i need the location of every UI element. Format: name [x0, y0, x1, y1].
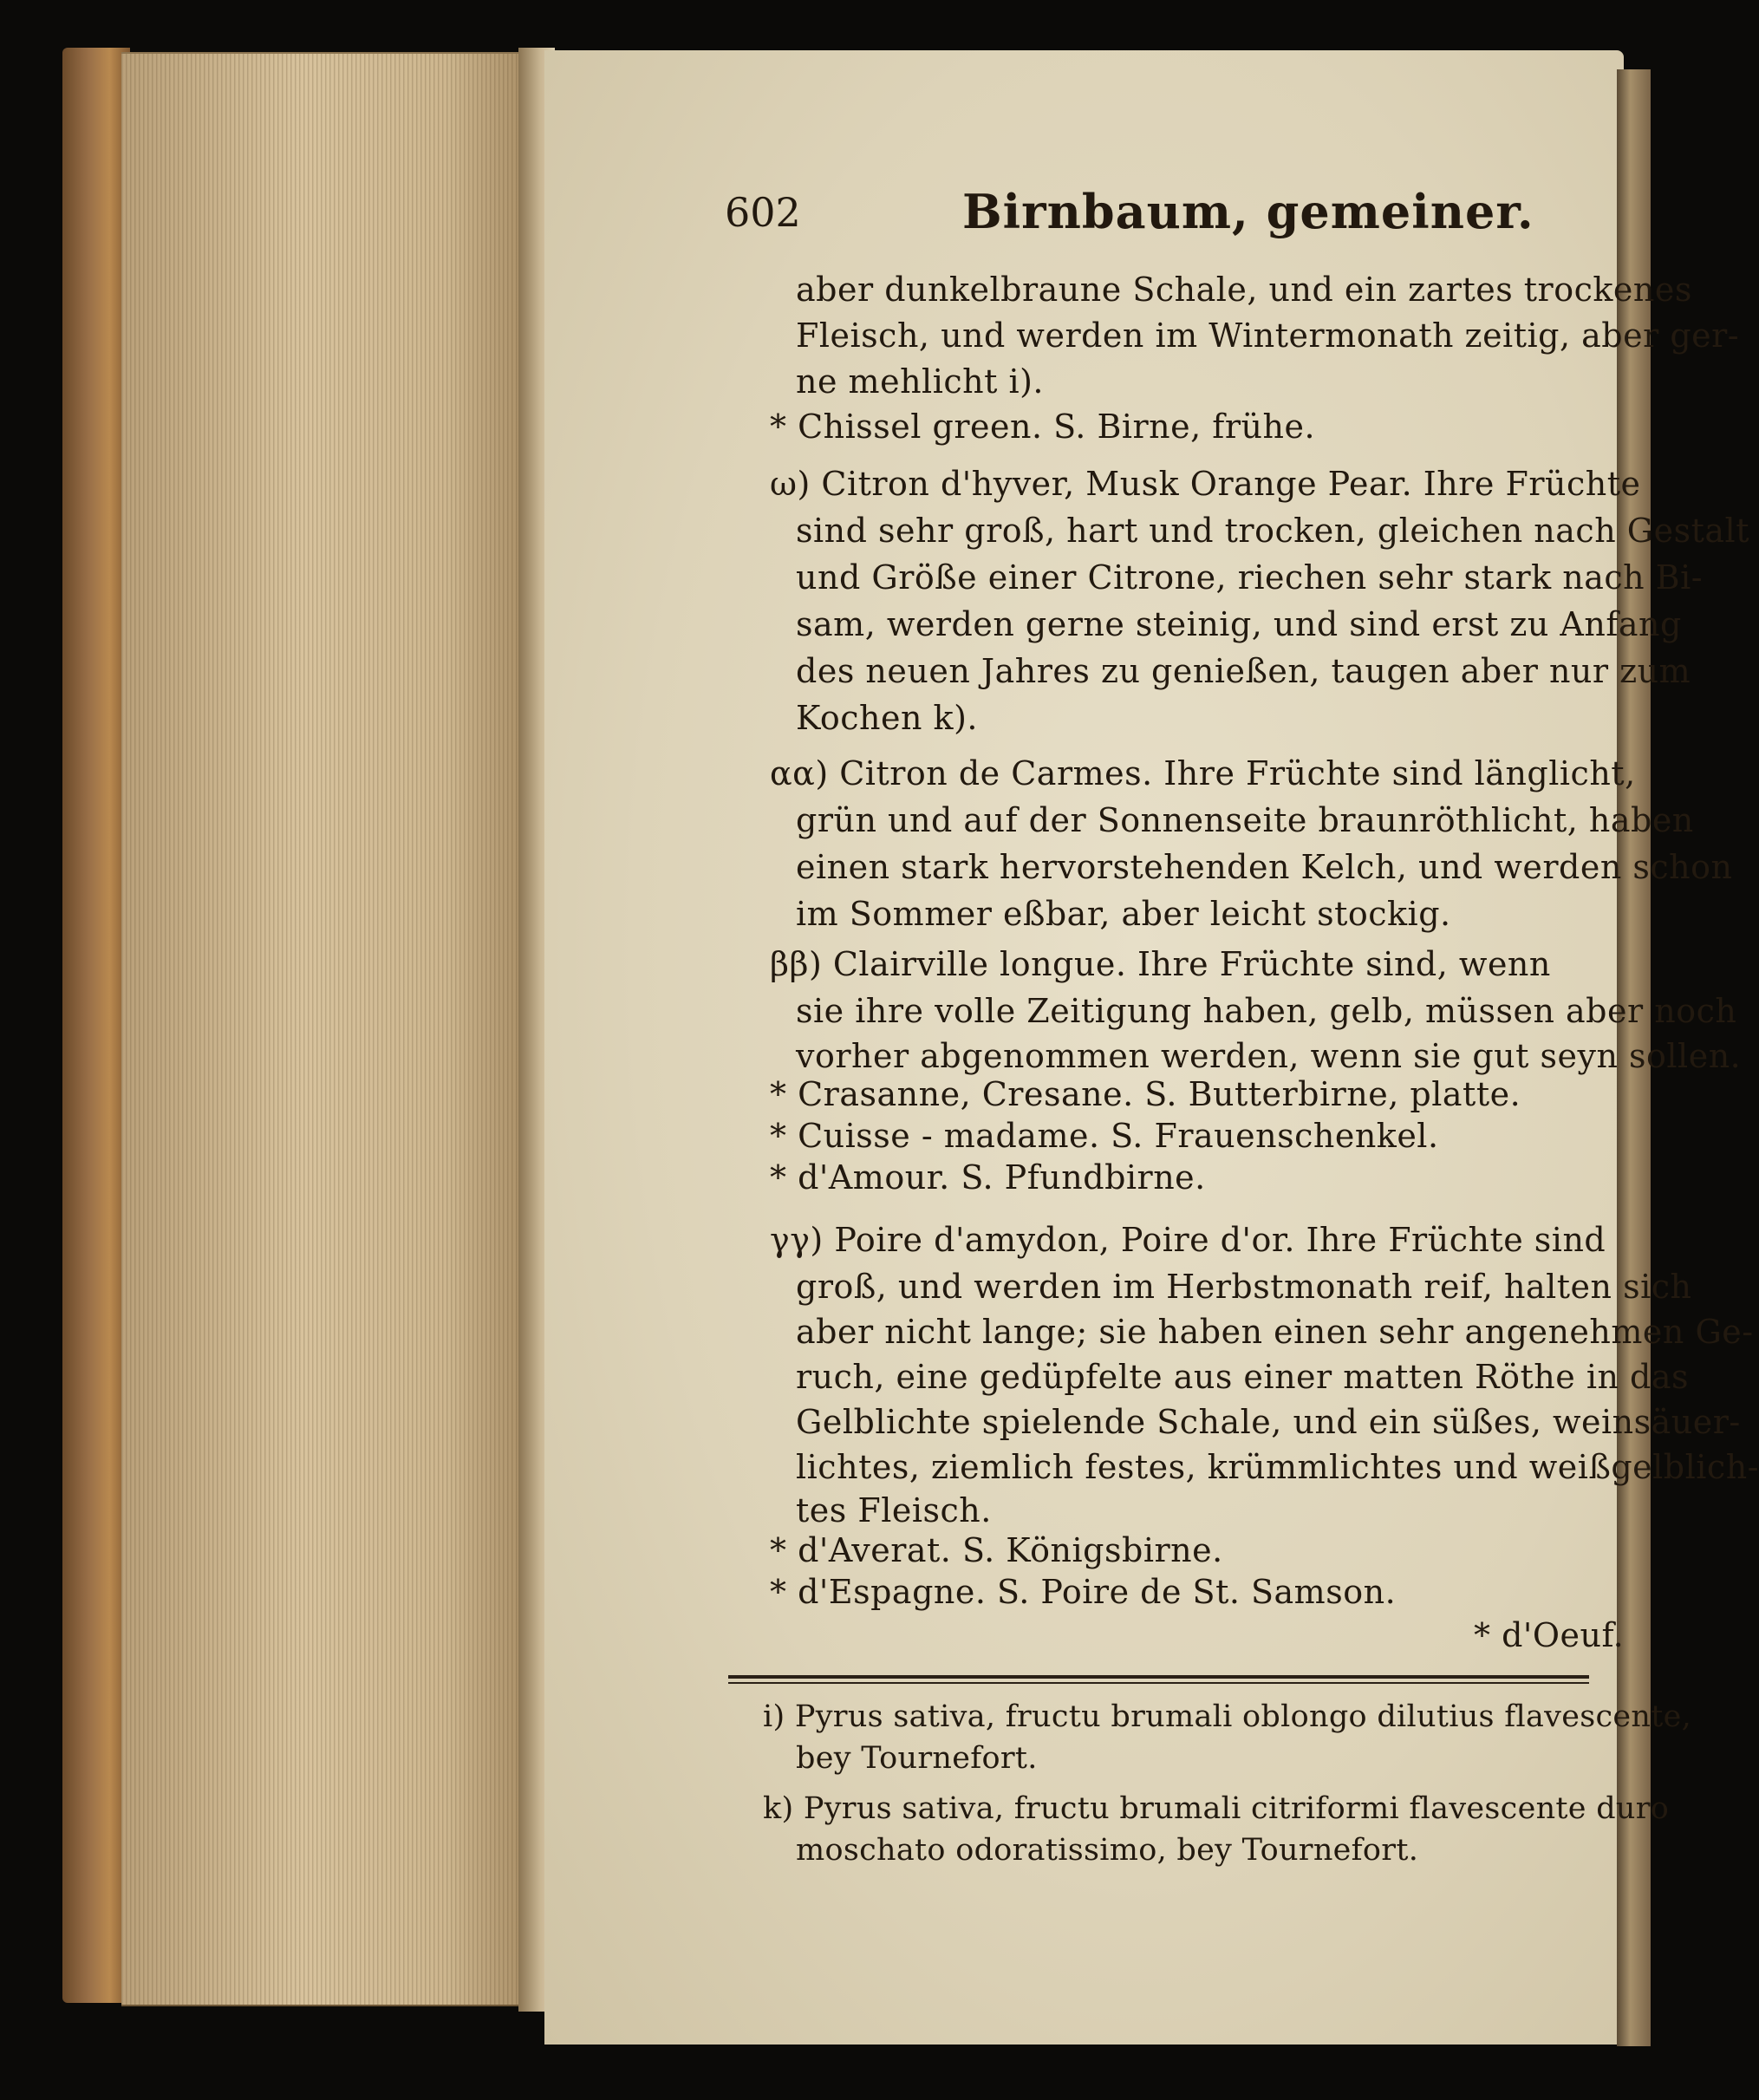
footnote-line: moschato odoratissimo, bey Tournefort.: [796, 1833, 1419, 1868]
book-cover-edge: [62, 48, 130, 2003]
body-line: einen stark hervorstehenden Kelch, und werden schon: [796, 848, 1733, 886]
body-line: des neuen Jahres zu genießen, taugen aber nur zum: [796, 652, 1691, 690]
body-line: αα) Citron de Carmes. Ihre Früchte sind länglicht,: [770, 754, 1636, 792]
body-line: aber nicht lange; sie haben einen sehr angenehmen Ge-: [796, 1313, 1754, 1351]
body-line: ruch, eine gedüpfelte aus einer matten Röthe in das: [796, 1358, 1690, 1396]
running-title: Birnbaum, gemeiner.: [962, 184, 1534, 239]
body-line: * d'Averat. S. Königsbirne.: [770, 1531, 1223, 1569]
catchword: * d'Oeuf.: [1474, 1616, 1625, 1654]
body-line: ββ) Clairville longue. Ihre Früchte sind, wenn: [770, 945, 1551, 983]
body-line: * Cuisse - madame. S. Frauenschenkel.: [770, 1117, 1439, 1155]
page-number: 602: [725, 189, 801, 236]
body-line: * d'Amour. S. Pfundbirne.: [770, 1158, 1206, 1197]
body-line: groß, und werden im Herbstmonath reif, halten sich: [796, 1268, 1692, 1306]
body-line: ω) Citron d'hyver, Musk Orange Pear. Ihre Früchte: [770, 465, 1641, 503]
body-line: * Chissel green. S. Birne, frühe.: [770, 408, 1316, 446]
body-line: Fleisch, und werden im Wintermonath zeitig, aber ger-: [796, 316, 1740, 355]
body-line: * Crasanne, Cresane. S. Butterbirne, platte.: [770, 1075, 1521, 1113]
body-line: Kochen k).: [796, 699, 978, 737]
body-line: tes Fleisch.: [796, 1491, 992, 1529]
body-line: vorher abgenommen werden, wenn sie gut seyn sollen.: [796, 1037, 1742, 1075]
body-line: γγ) Poire d'amydon, Poire d'or. Ihre Früchte sind: [770, 1221, 1606, 1259]
body-line: * d'Espagne. S. Poire de St. Samson.: [770, 1573, 1397, 1611]
footnote-rule: [728, 1675, 1589, 1679]
footnote-rule-thin: [728, 1682, 1589, 1684]
body-line: aber dunkelbraune Schale, und ein zartes trockenes: [796, 271, 1692, 309]
footnote-line: k) Pyrus sativa, fructu brumali citriformi flavescente duro: [763, 1791, 1670, 1826]
body-line: und Größe einer Citrone, riechen sehr stark nach Bi-: [796, 558, 1704, 597]
body-line: sind sehr groß, hart und trocken, gleichen nach Gestalt: [796, 512, 1749, 550]
body-line: Gelblichte spielende Schale, und ein süßes, weinsäuer-: [796, 1403, 1741, 1441]
body-line: sam, werden gerne steinig, und sind erst zu Anfang: [796, 605, 1682, 643]
body-line: grün und auf der Sonnenseite braunröthlicht, haben: [796, 801, 1694, 839]
body-line: im Sommer eßbar, aber leicht stockig.: [796, 895, 1451, 933]
body-line: sie ihre volle Zeitigung haben, gelb, müssen aber noch: [796, 992, 1737, 1030]
body-line: lichtes, ziemlich festes, krümmlichtes und weißgelblich-: [796, 1448, 1759, 1486]
footnote-line: i) Pyrus sativa, fructu brumali oblongo dilutius flavescente,: [763, 1699, 1692, 1734]
body-line: ne mehlicht i).: [796, 362, 1045, 401]
footnote-line: bey Tournefort.: [796, 1741, 1038, 1776]
page-block-edges: [121, 52, 529, 2006]
